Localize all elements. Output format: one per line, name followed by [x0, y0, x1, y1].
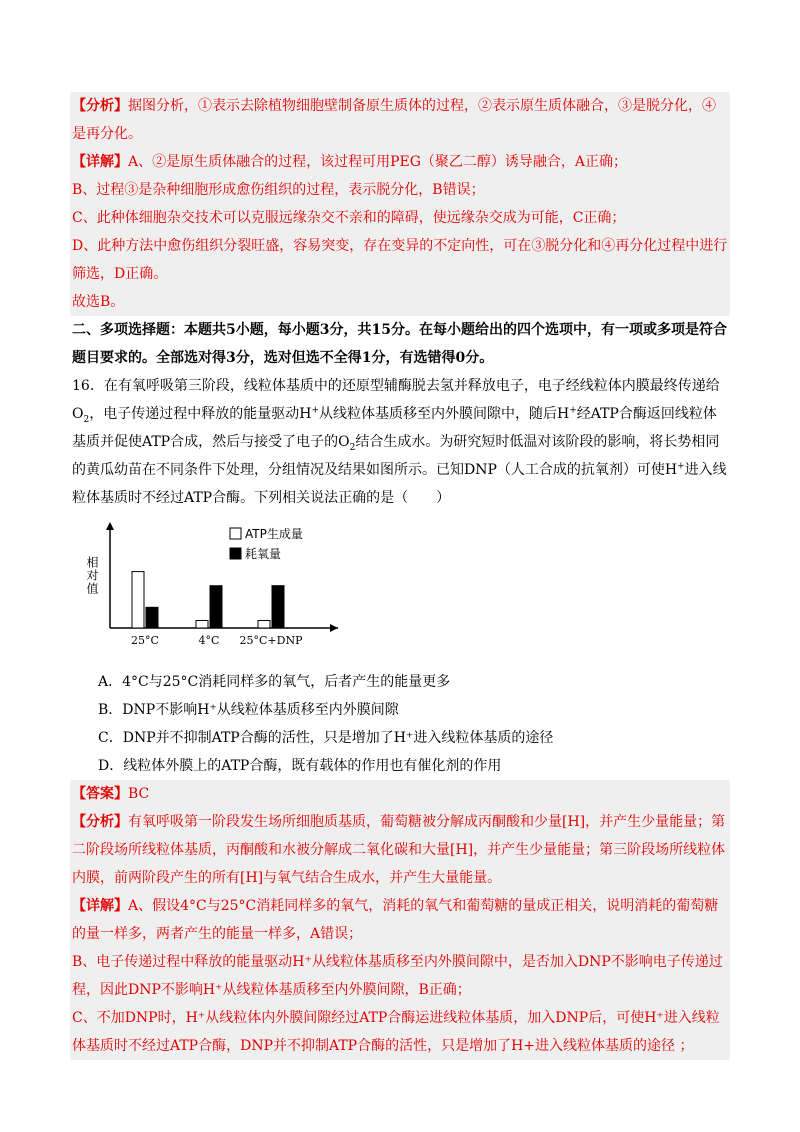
legend-swatch-1 — [230, 548, 241, 559]
detail-tag-2: 【详解】 — [72, 898, 128, 914]
bar-oxygen-1 — [210, 586, 222, 628]
detail2-line-b: B、电子传递过程中释放的能量驱动H⁺从线粒体基质移至内外膜间隙中，是否加入DNP不影响电子传递过程，因此DNP不影响H⁺从线粒体基质移至内外膜间隙，B正确； — [72, 954, 723, 998]
y-axis-arrow — [106, 522, 114, 530]
y-axis-label: 相对值 — [85, 556, 99, 595]
detail-line-a: A、②是原生质体融合的过程，该过程可用PEG（聚乙二醇）诱导融合，A正确； — [128, 154, 628, 170]
option-c[interactable]: C．DNP并不抑制ATP合酶的活性，只是增加了H⁺进入线粒体基质的途径 — [98, 730, 554, 746]
x-tick-label: 25°C — [131, 634, 159, 647]
bar-atp-2 — [258, 620, 270, 628]
analysis-text: 据图分析，①表示去除植物细胞壁制备原生质体的过程，②表示原生质体融合，③是脱分化，④是再分化。 — [72, 98, 716, 142]
bar-chart-svg — [80, 516, 350, 656]
detail-line-b: B、过程③是杂种细胞形成愈伤组织的过程，表示脱分化，B错误； — [72, 182, 485, 198]
analysis-text-2: 有氧呼吸第一阶段发生场所细胞质基质，葡萄糖被分解成丙酮酸和少量[H]，并产生少量能量；第二阶段场所线粒体基质，丙酮酸和水被分解成二氧化碳和大量[H]，并产生少量能量；第三阶段场所线粒体内膜，前两阶段产生的所有[H]与氧气结合生成水，并产生大量能量。 — [72, 814, 726, 886]
legend-swatch-0 — [230, 528, 241, 539]
analysis-block-1 — [70, 92, 730, 316]
options-list — [70, 668, 730, 780]
legend-label-0: ATP生成量 — [245, 527, 303, 541]
analysis-tag-2: 【分析】 — [72, 814, 128, 830]
detail-line-d: D、此种方法中愈伤组织分裂旺盛，容易突变，存在变异的不定向性，可在③脱分化和④再分化过程中进行筛选，D正确。 — [72, 238, 728, 282]
detail-conclusion: 故选B。 — [72, 294, 125, 310]
page-content — [70, 92, 730, 1060]
bar-chart — [80, 516, 350, 656]
bar-oxygen-0 — [146, 607, 158, 628]
x-tick-label: 4°C — [198, 634, 220, 647]
analysis-tag: 【分析】 — [72, 98, 128, 114]
section-heading: 二、多项选择题：本题共5小题，每小题3分，共15分。在每小题给出的四个选项中，有一项或多项是符合题目要求的。全部选对得3分，选对但选不全得1分，有选错得0分。 — [72, 322, 727, 366]
x-axis-arrow — [330, 624, 338, 632]
detail2-line-a: A、假设4°C与25°C消耗同样多的氧气，消耗的氧气和葡萄糖的量成正相关，说明消耗的葡萄糖的量一样多，两者产生的能量一样多，A错误； — [72, 898, 719, 942]
option-a[interactable]: A．4°C与25°C消耗同样多的氧气，后者产生的能量更多 — [98, 674, 451, 690]
answer-text: BC — [128, 786, 150, 802]
solution-block-2 — [70, 780, 730, 1060]
bar-atp-1 — [196, 620, 208, 628]
question-16-stem: 16．在有氧呼吸第三阶段，线粒体基质中的还原型辅酶脱去氢并释放电子，电子经线粒体内膜最终传递给$O_2$，电子传递过程中释放的能量驱动H+从线粒体基质移至内外膜间隙中，随后H+经ATP合酶返回线粒体基质并促使ATP合成，然后与接受了电子的$O_2$结合生成水。为研究短时低温对该阶段的影响，将长势相同的黄瓜幼苗在不同条件下处理，分组情况及结果如图所示。已知DNP（人工合成的抗氧剂）可使H+进入线粒体基质时不经过ATP合酶。下列相关说法正确的是（ ） — [72, 378, 727, 506]
answer-tag: 【答案】 — [72, 786, 128, 802]
bar-atp-0 — [132, 572, 144, 628]
option-b[interactable]: B．DNP不影响H⁺从线粒体基质移至内外膜间隙 — [98, 702, 399, 718]
x-tick-label: 25°C+DNP — [239, 634, 303, 647]
option-d[interactable]: D．线粒体外膜上的ATP合酶，既有载体的作用也有催化剂的作用 — [98, 758, 502, 774]
detail-tag: 【详解】 — [72, 154, 128, 170]
detail-line-c: C、此种体细胞杂交技术可以克服远缘杂交不亲和的障碍，使远缘杂交成为可能，C正确； — [72, 210, 626, 226]
bar-oxygen-2 — [272, 586, 284, 628]
legend-label-1: 耗氧量 — [245, 547, 282, 561]
detail2-line-c: C、不加DNP时，H⁺从线粒体内外膜间隙经过ATP合酶运进线粒体基质，加入DNP后，可使H⁺进入线粒体基质时不经过ATP合酶，DNP并不抑制ATP合酶的活性，只是增加了H+进入线粒体基质的途径 ； — [72, 1010, 720, 1054]
